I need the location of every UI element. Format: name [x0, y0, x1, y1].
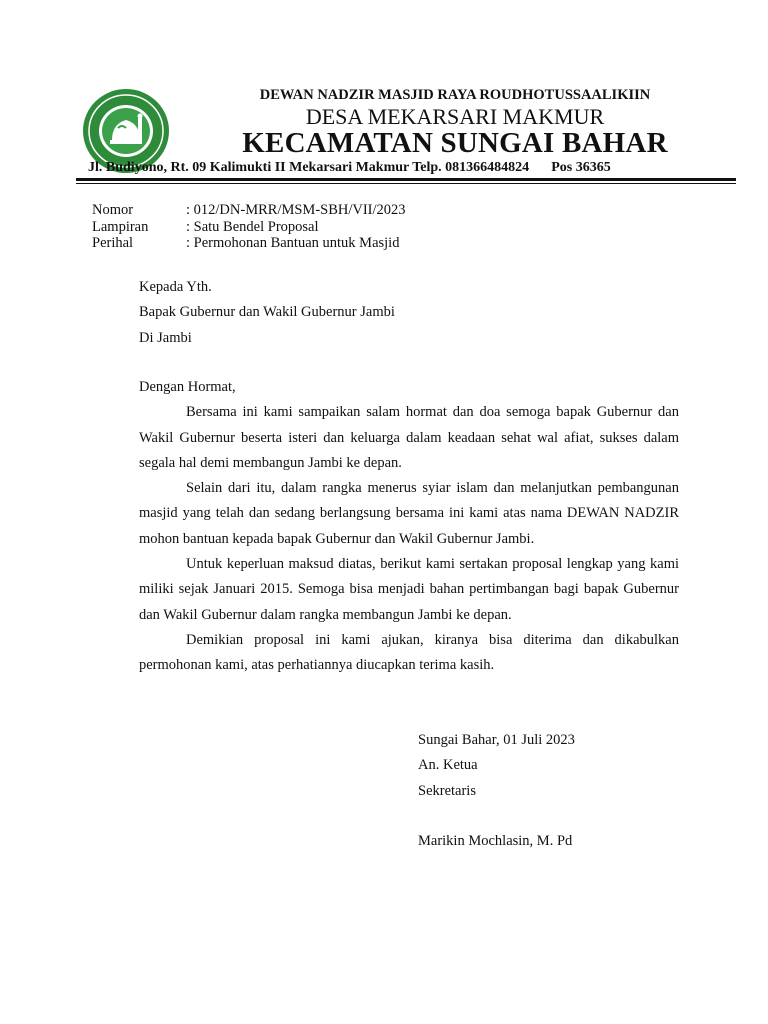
- signature-block: [418, 728, 575, 854]
- on-behalf: An. Ketua: [418, 757, 478, 774]
- body-paragraph: Bersama ini kami sampaikan salam hormat dan doa semoga bapak Gubernur dan Wakil Gubernur beserta isteri dan keluarga dalam keadaan sehat wal afiat, sukses dalam segala hal demi membangun Jambi ke depan.: [139, 404, 679, 471]
- district-name: KECAMATAN SUNGAI BAHAR: [242, 127, 668, 159]
- header-divider-thin: [76, 183, 736, 184]
- meta-value: : 012/DN-MRR/MSM-SBH/VII/2023: [186, 202, 406, 218]
- recipient-line: Di Jambi: [139, 329, 192, 346]
- recipient-line: Kepada Yth.: [139, 279, 212, 295]
- body-paragraph: Demikian proposal ini kami ajukan, kiranya bisa diterima dan dikabulkan permohonan kami, atas perhatiannya diucapkan terima kasih.: [139, 631, 679, 674]
- organization-name: DEWAN NADZIR MASJID RAYA ROUDHOTUSSAALIKIIN: [259, 87, 651, 103]
- signer-name: Marikin Mochlasin, M. Pd: [418, 832, 573, 849]
- meta-label: Nomor: [92, 202, 134, 218]
- recipient-line: Bapak Gubernur dan Wakil Gubernur Jambi: [139, 304, 395, 321]
- meta-label: Lampiran: [92, 218, 149, 235]
- postal-code: Pos 36365: [551, 160, 611, 175]
- village-name: DESA MEKARSARI MAKMUR: [305, 104, 605, 129]
- signer-role: Sekretaris: [418, 782, 476, 799]
- address-text: Jl. Budiyono, Rt. 09 Kalimukti II Mekarsari Makmur Telp. 081366484824: [88, 160, 530, 175]
- body-paragraph: Selain dari itu, dalam rangka menerus syiar islam dan melanjutkan pembangunan masjid yang telah dan sedang berlangsung bersama ini kami atas nama DEWAN NADZIR mohon bantuan kepada bapak Gubernur dan Wakil Gubernur Jambi.: [139, 480, 679, 547]
- recipient-block: [139, 275, 679, 351]
- letter-body: [139, 375, 679, 679]
- greeting: Dengan Hormat,: [139, 379, 236, 395]
- address-line: [88, 160, 611, 176]
- meta-row-subject: [92, 235, 406, 252]
- letter-meta: [92, 202, 406, 252]
- signature-space: [418, 804, 575, 829]
- place-date: Sungai Bahar, 01 Juli 2023: [418, 732, 575, 748]
- meta-label: Perihal: [92, 235, 134, 251]
- meta-row-attachment: [92, 219, 406, 236]
- body-paragraph: Untuk keperluan maksud diatas, berikut kami sertakan proposal lengkap yang kami miliki sejak Januari 2015. Semoga bisa menjadi bahan pertimbangan bagi bapak Gubernur dan Wakil Gubernur dalam rangka membangun Jambi ke depan.: [139, 556, 679, 623]
- header-divider-thick: [76, 178, 736, 181]
- meta-value: : Satu Bendel Proposal: [186, 218, 319, 235]
- meta-row-number: [92, 202, 406, 219]
- meta-value: : Permohonan Bantuan untuk Masjid: [186, 235, 400, 251]
